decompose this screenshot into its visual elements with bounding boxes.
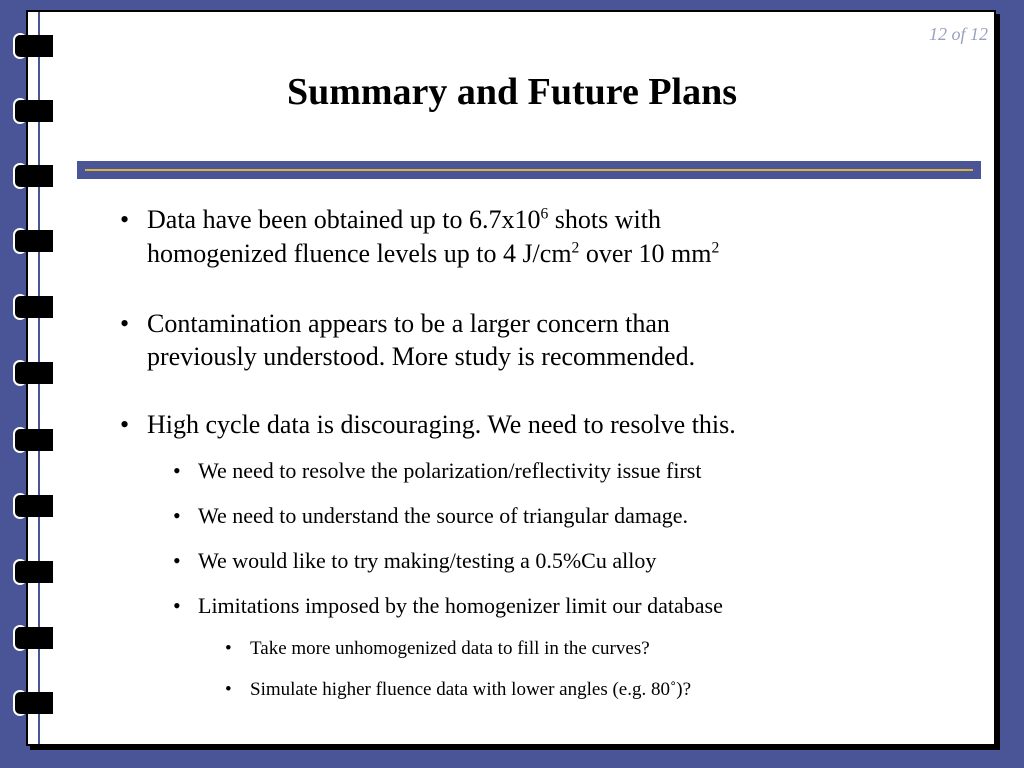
bullet-icon: • — [120, 205, 130, 234]
sub-bullet-item: We would like to try making/testing a 0.5%Cu alloy — [198, 548, 657, 573]
sub-bullet-icon: • — [173, 503, 181, 528]
slide-title: Summary and Future Plans — [286, 71, 738, 113]
sub-bullet-icon: • — [173, 548, 181, 573]
bullet-2-line-2: previously understood. More study is recommended. — [147, 342, 696, 371]
bullet-1-line-2: homogenized fluence levels up to 4 $J/cm^2$ over 10 $mm^2$ — [147, 239, 720, 268]
bullet-icon: • — [120, 309, 130, 338]
bullet-icon: • — [120, 410, 130, 439]
bullet-3-line-1: High cycle data is discouraging. We need to resolve this. — [147, 410, 736, 439]
sub-bullet-item: Limitations imposed by the homogenizer limit our database — [198, 593, 723, 618]
bullet-1-line-1: Data have been obtained up to $6.7x10^6$ shots with — [147, 205, 661, 234]
page-number: 12 of 12 — [928, 24, 988, 44]
sub-sub-bullet-item: Simulate higher fluence data with lower angles (e.g. 80˚)? — [250, 679, 692, 700]
sub-bullet-icon: • — [173, 458, 181, 483]
sub-bullet-icon: • — [173, 593, 181, 618]
sub-bullet-item: We need to understand the source of triangular damage. — [198, 503, 688, 528]
sub-sub-bullet-icon: • — [225, 638, 232, 659]
bullet-2-line-1: Contamination appears to be a larger concern than — [147, 309, 670, 338]
sub-bullet-item: We need to resolve the polarization/reflectivity issue first — [198, 458, 702, 483]
sub-sub-bullet-item: Take more unhomogenized data to fill in the curves? — [250, 638, 650, 659]
sub-sub-bullet-icon: • — [225, 679, 232, 700]
